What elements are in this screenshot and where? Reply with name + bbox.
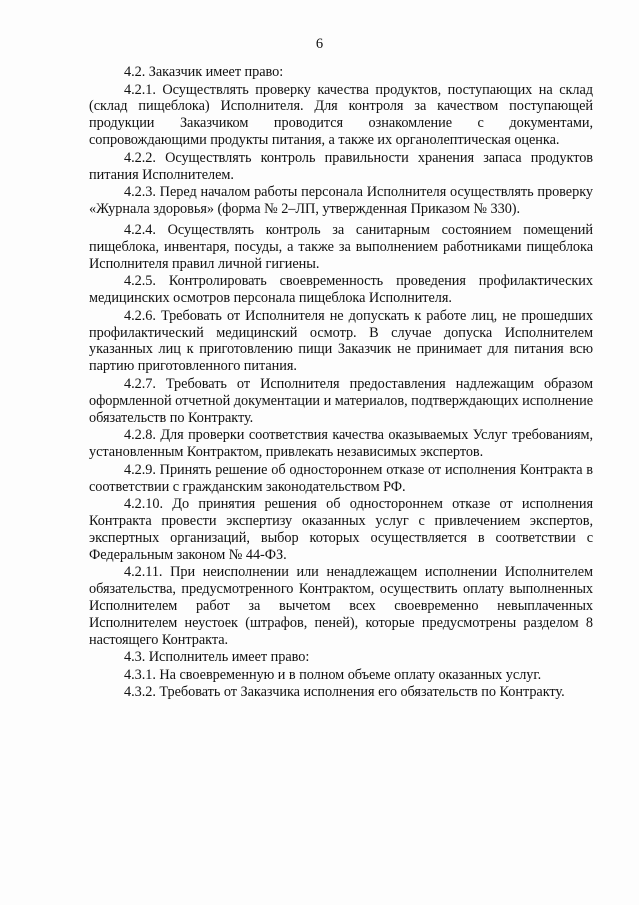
paragraph-4-3-2: 4.3.2. Требовать от Заказчика исполнения его обязательств по Контракту. — [124, 684, 565, 701]
paragraph-4-2-2: 4.2.2. Осуществлять контроль правильности хранения запаса продуктов питания Исполнителем. — [89, 149, 593, 183]
paragraph-4-2-11: 4.2.11. При неисполнении или ненадлежащем исполнении Исполнителем обязательства, предусмотренного Контрактом, осуществить оплату выполненных Исполнителем работ за вычетом всех своевременно невыплаченных Исполнителем неустоек (штрафов, пеней), которые предусмотрены разделом 8 настоящего Контракта. — [89, 564, 593, 648]
paragraph-4-2-8: 4.2.8. Для проверки соответствия качества оказываемых Услуг требованиям, установленным Контрактом, привлекать независимых экспертов. — [89, 427, 593, 461]
paragraph-4-2-6: 4.2.6. Требовать от Исполнителя не допускать к работе лиц, не прошедших профилактический медицинский осмотр. В случае допуска Исполнителем указанных лиц к приготовлению пищи Заказчик не принимает для питания всю партию приготовленного питания. — [89, 307, 593, 375]
section-heading-customer-rights: 4.2. Заказчик имеет право: — [124, 64, 284, 80]
paragraph-4-2-7: 4.2.7. Требовать от Исполнителя предоставления надлежащим образом оформленной отчетной документации и материалов, подтверждающих исполнение обязательств по Контракту. — [89, 375, 593, 426]
page-number: 6 — [315, 36, 324, 52]
paragraph-4-2-5: 4.2.5. Контролировать своевременность проведения профилактических медицинских осмотров персонала пищеблока Исполнителя. — [89, 273, 593, 307]
paragraph-4-2-1: 4.2.1. Осуществлять проверку качества продуктов, поступающих на склад (склад пищеблока) Исполнителя. Для контроля за качеством поступающей продукции Заказчиком проводится ознакомление с документами, сопровождающими продукты питания, а также их органолептическая оценка. — [89, 81, 593, 149]
paragraph-4-2-9: 4.2.9. Принять решение об одностороннем отказе от исполнения Контракта в соответствии с гражданским законодательством РФ. — [89, 461, 593, 495]
section-heading-contractor-rights: 4.3. Исполнитель имеет право: — [124, 649, 310, 666]
paragraph-4-2-4: 4.2.4. Осуществлять контроль за санитарным состоянием помещений пищеблока, инвентаря, посуды, а также за выполнением работниками пищеблока Исполнителя правил личной гигиены. — [89, 221, 593, 272]
paragraph-4-2-10: 4.2.10. До принятия решения об одностороннем отказе от исполнения Контракта провести экспертизу оказанных услуг с привлечением экспертов, экспертных организаций, выбор которых осуществляется в соответствии с Федеральным законом № 44-ФЗ. — [89, 496, 593, 563]
paragraph-4-2-3: 4.2.3. Перед началом работы персонала Исполнителя осуществлять проверку «Журнала здоровья» (форма № 2–ЛП, утвержденная Приказом № 330). — [89, 184, 593, 218]
paragraph-4-3-1: 4.3.1. На своевременную и в полном объеме оплату оказанных услуг. — [124, 666, 542, 683]
document-body — [89, 64, 593, 702]
